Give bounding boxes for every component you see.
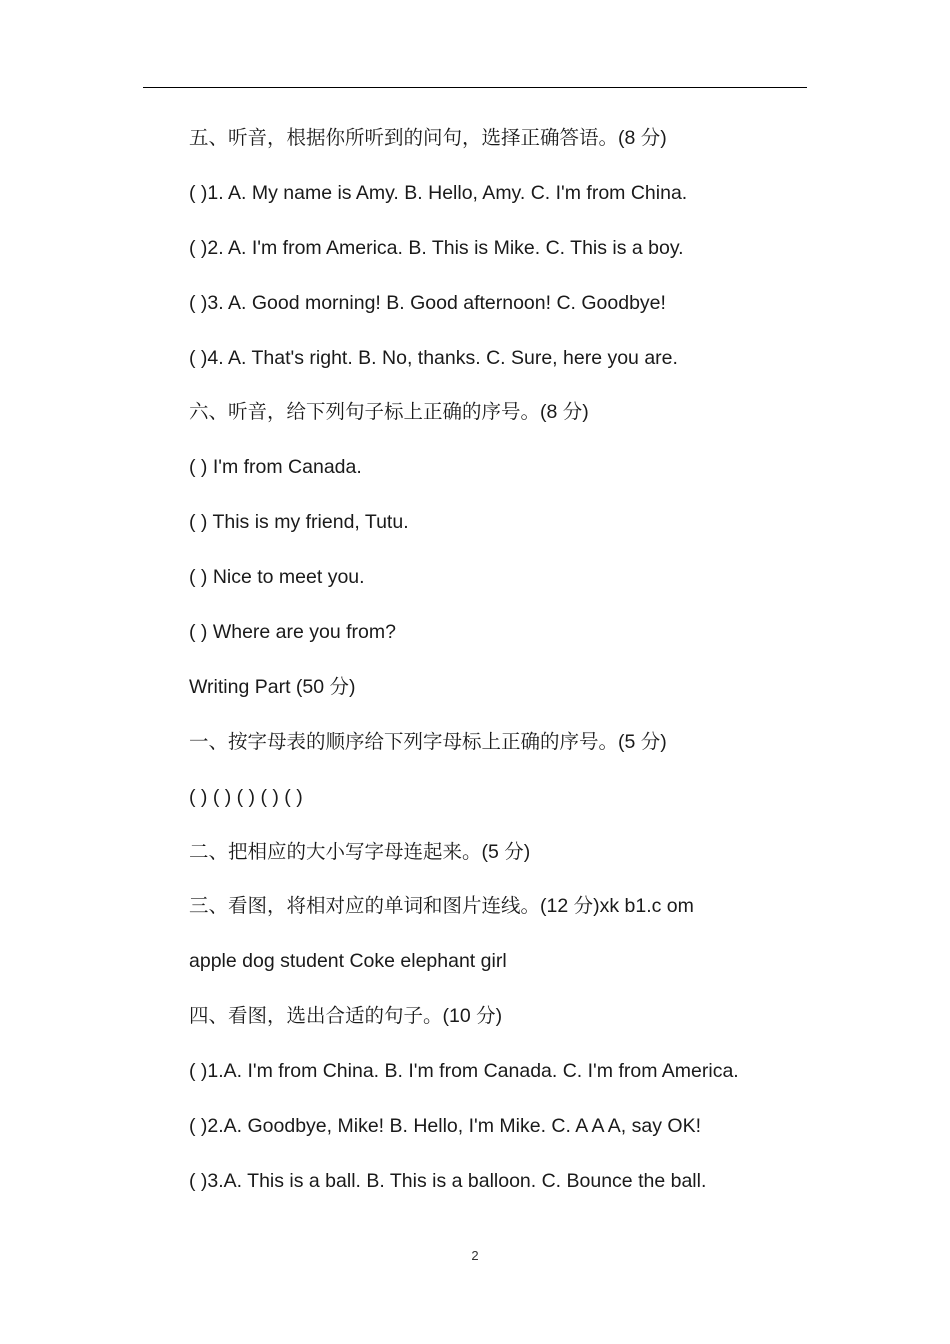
word-list: apple dog student Coke elephant girl — [189, 950, 507, 973]
section-heading-writing-4: 四、看图，选出合适的句子。(10 分) — [189, 1005, 503, 1028]
question-line: ( ) I'm from Canada. — [189, 456, 362, 479]
question-line: ( )4. A. That's right. B. No, thanks. C. Sure, here you are. — [189, 346, 678, 369]
section-heading-listening-6: 六、听音，给下列句子标上正确的序号。(8 分) — [189, 401, 589, 424]
question-line: ( )2.A. Goodbye, Mike! B. Hello, I'm Mike. C. A A A, say OK! — [189, 1115, 701, 1138]
question-line: ( )1.A. I'm from China. B. I'm from Canada. C. I'm from America. — [189, 1060, 739, 1083]
part-heading-writing: Writing Part (50 分) — [189, 675, 356, 698]
question-line: ( )3.A. This is a ball. B. This is a balloon. C. Bounce the ball. — [189, 1169, 707, 1192]
document-body — [189, 111, 829, 1209]
question-line: ( )1. A. My name is Amy. B. Hello, Amy. C. I'm from China. — [189, 181, 688, 204]
question-line: ( ) Where are you from? — [189, 621, 396, 644]
answer-blanks: ( ) ( ) ( ) ( ) ( ) — [189, 785, 303, 808]
question-line: ( )2. A. I'm from America. B. This is Mike. C. This is a boy. — [189, 236, 684, 259]
section-heading-writing-1: 一、按字母表的顺序给下列字母标上正确的序号。(5 分) — [189, 730, 667, 753]
section-heading-listening-5: 五、听音，根据你所听到的问句，选择正确答语。(8 分) — [189, 127, 667, 149]
question-line: ( ) Nice to meet you. — [189, 566, 365, 589]
header-rule — [143, 87, 807, 88]
section-heading-writing-3: 三、看图，将相对应的单词和图片连线。(12 分)xk b1.c om — [189, 895, 694, 918]
question-line: ( )3. A. Good morning! B. Good afternoon! C. Goodbye! — [189, 291, 666, 314]
section-heading-writing-2: 二、把相应的大小写字母连起来。(5 分) — [189, 840, 531, 863]
page-number: 2 — [471, 1248, 479, 1263]
question-line: ( ) This is my friend, Tutu. — [189, 511, 409, 534]
